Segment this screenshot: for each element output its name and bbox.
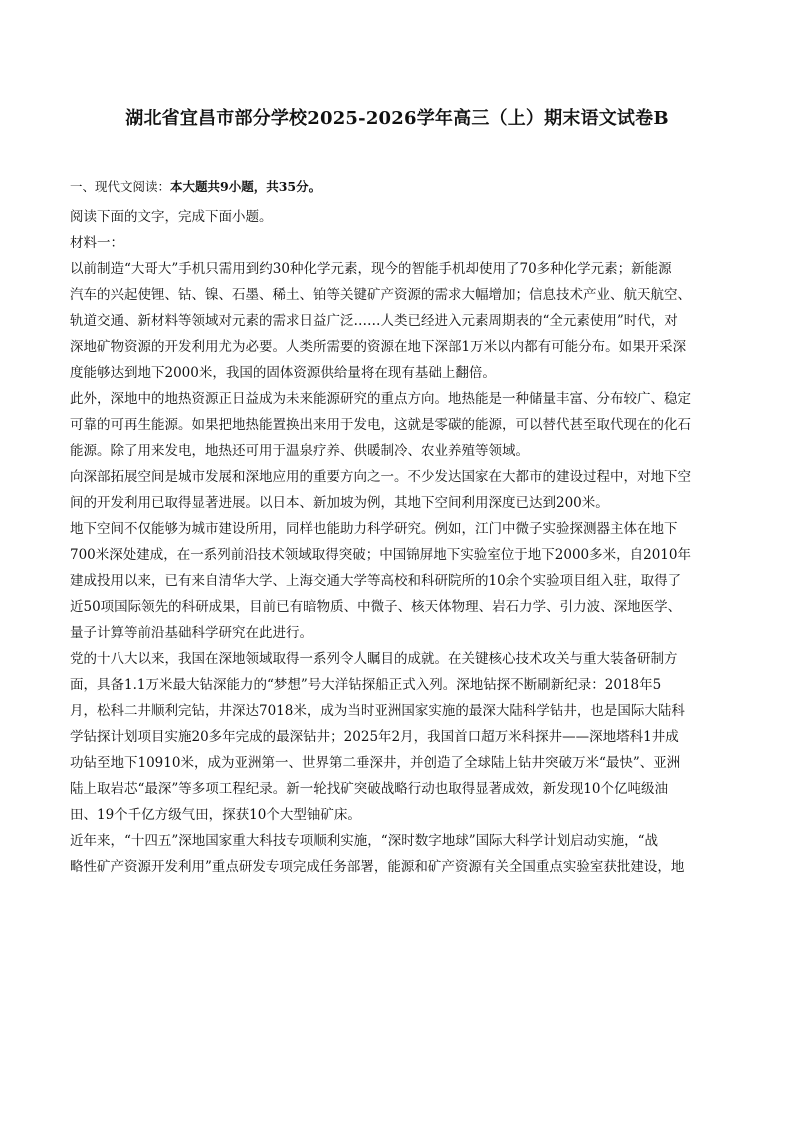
exam-title: 湖北省宜昌市部分学校2025-2026学年高三（上）期末语文试卷B <box>125 108 669 129</box>
passage-line: 近50项国际领先的科研成果，目前已有暗物质、中微子、核天体物理、岩石力学、引力波、深地医学、 <box>70 599 682 615</box>
passage-line: 地下空间不仅能够为城市建设所用，同样也能助力科学研究。例如，江门中微子实验探测器主体在地下 <box>70 521 678 537</box>
passage-line: 陆上取岩芯“最深”等多项工程纪录。新一轮找矿突破战略行动也取得显著成效，新发现10个亿吨级油 <box>70 781 668 797</box>
passage-line: 度能够达到地下2000米，我国的固体资源供给量将在现有基础上翻倍。 <box>70 365 496 381</box>
section-prefix: 一、现代文阅读： <box>70 179 171 194</box>
passage-line: 深地矿物资源的开发利用尤为必要。人类所需要的资源在地下深部1万米以内都有可能分布。如果开采深 <box>70 339 687 355</box>
passage-line: 学钻探计划项目实施20多年完成的最深钻井；2025年2月，我国首口超万米科探井——深地塔科1井成 <box>70 729 679 745</box>
passage-line: 近年来，“十四五”深地国家重大科技专项顺利实施，“深时数字地球”国际大科学计划启动实施，“战 <box>70 833 659 849</box>
section-heading <box>70 177 321 195</box>
passage-line: 汽车的兴起使锂、钴、镍、石墨、稀土、铂等关键矿产资源的需求大幅增加；信息技术产业、航天航空、 <box>70 287 691 303</box>
section-detail: 本大题共9小题，共35分。 <box>170 179 322 194</box>
passage-line: 向深部拓展空间是城市发展和深地应用的重要方向之一。不少发达国家在大都市的建设过程中，对地下空 <box>70 469 691 485</box>
passage-body <box>70 204 724 880</box>
passage-line: 量子计算等前沿基础科学研究在此进行。 <box>70 625 313 641</box>
passage-line: 略性矿产资源开发利用”重点研发专项完成任务部署，能源和矿产资源有关全国重点实验室获批建设，地 <box>70 859 685 875</box>
passage-line: 此外，深地中的地热资源正日益成为未来能源研究的重点方向。地热能是一种储量丰富、分布较广、稳定 <box>70 391 691 407</box>
passage-line: 党的十八大以来，我国在深地领域取得一系列令人瞩目的成就。在关键核心技术攻关与重大装备研制方 <box>70 651 678 667</box>
material-label: 材料一： <box>70 235 124 251</box>
passage-line: 以前制造“大哥大”手机只需用到约30种化学元素，现今的智能手机却使用了70多种化学元素；新能源 <box>70 261 672 277</box>
passage-line: 面，具备1.1万米最大钻深能力的“梦想”号大洋钻探船正式入列。深地钻探不断刷新纪录：2018年5 <box>70 677 662 693</box>
passage-line: 700米深处建成，在一系列前沿技术领域取得突破；中国锦屏地下实验室位于地下2000多米，自2010年 <box>70 547 691 563</box>
passage-line: 月，松科二井顺利完钻，井深达7018米，成为当时亚洲国家实施的最深大陆科学钻井，也是国际大陆科 <box>70 703 685 719</box>
passage-line: 轨道交通、新材料等领域对元素的需求日益广泛……人类已经进入元素周期表的“全元素使用”时代，对 <box>70 313 678 329</box>
passage-line: 田、19个千亿方级气田，探获10个大型铀矿床。 <box>70 807 361 823</box>
passage-line: 建成投用以来，已有来自清华大学、上海交通大学等高校和科研院所的10余个实验项目组入驻，取得了 <box>70 573 682 589</box>
passage-line: 能源。除了用来发电，地热还可用于温泉疗养、供暖制冷、农业养殖等领域。 <box>70 443 529 459</box>
instruction: 阅读下面的文字，完成下面小题。 <box>70 209 273 225</box>
passage-line: 功钻至地下10910米，成为亚洲第一、世界第二垂深井，并创造了全球陆上钻井突破万米“最快”、亚洲 <box>70 755 681 771</box>
passage-line: 可靠的可再生能源。如果把地热能置换出来用于发电，这就是零碳的能源，可以替代甚至取代现在的化石 <box>70 417 691 433</box>
passage-line: 间的开发利用已取得显著进展。以日本、新加坡为例，其地下空间利用深度已达到200米。 <box>70 495 609 511</box>
